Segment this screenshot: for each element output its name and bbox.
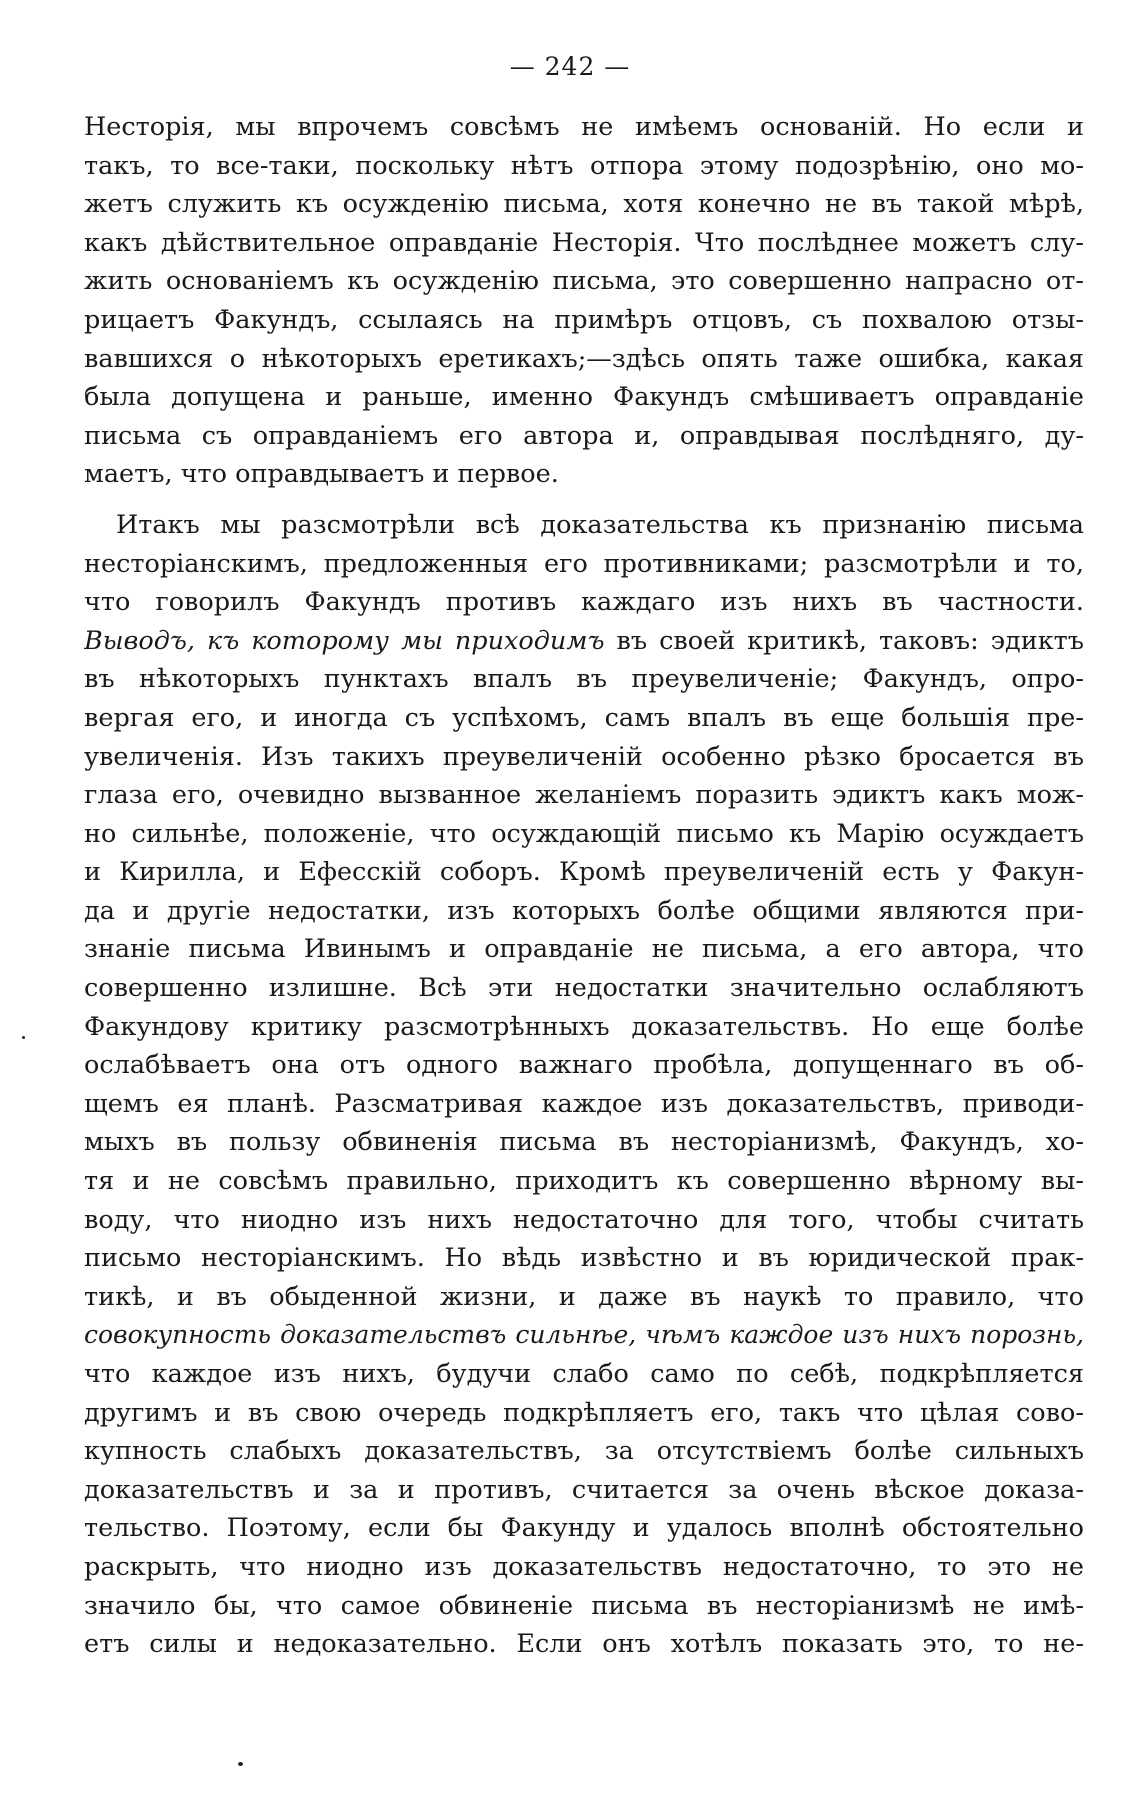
text-line: что каждое изъ нихъ, будучи слабо само по себѣ, подкрѣпляется <box>84 1359 1084 1389</box>
text-line: жетъ служить къ осужденію письма, хотя конечно не въ такой мѣрѣ, <box>84 189 1084 220</box>
text-line: щемъ ея планѣ. Разсматривая каждое изъ доказательствъ, приводи- <box>84 1088 1084 1119</box>
print-speck <box>238 1762 243 1766</box>
text-line: рицаетъ Факундъ, ссылаясь на примѣръ отцовъ, съ похвалою отзы- <box>84 304 1084 335</box>
text-line: Итакъ мы разсмотрѣли всѣ доказательства къ признанію письма <box>116 509 1084 540</box>
text-line: купность слабыхъ доказательствъ, за отсутствіемъ болѣе сильныхъ <box>84 1436 1084 1467</box>
italic-phrase: Выводъ, къ которому мы приходимъ <box>84 625 605 656</box>
text-line: письма съ оправданіемъ его автора и, оправдывая послѣдняго, ду- <box>84 420 1084 451</box>
text-line: другимъ и въ свою очередь подкрѣпляетъ его, такъ что цѣлая сово- <box>84 1397 1084 1428</box>
text-line: вергая его, и иногда съ успѣхомъ, самъ впалъ въ еще большія пре- <box>84 702 1084 733</box>
text-line: Несторія, мы впрочемъ совсѣмъ не имѣемъ основаній. Но если и <box>84 112 1084 142</box>
text-line: значило бы, что самое обвиненіе письма въ несторіанизмѣ не имѣ- <box>84 1590 1084 1621</box>
text-line: тикѣ, и въ обыденной жизни, и даже въ наукѣ то правило, что <box>84 1281 1084 1312</box>
italic-line <box>84 1316 1084 1355</box>
text-line: какъ дѣйствительное оправданіе Несторія. Что послѣднее можетъ слу- <box>84 227 1084 258</box>
text-line: раскрыть, что ниодно изъ доказательствъ недостаточно, то это не <box>84 1551 1084 1582</box>
text-line-mixed <box>84 622 1084 661</box>
text-line: несторіанскимъ, предложенныя его противниками; разсмотрѣли и то, <box>84 548 1084 579</box>
paragraph-2 <box>84 506 1084 1664</box>
print-speck <box>22 1036 25 1039</box>
text-line: етъ силы и недоказательно. Если онъ хотѣлъ показать это, то не- <box>84 1629 1084 1660</box>
page-number: — 242 — <box>509 52 631 81</box>
text-line: что говорилъ Факундъ противъ каждаго изъ нихъ въ частности. <box>84 587 1084 618</box>
text-line: воду, что ниодно изъ нихъ недостаточно для того, чтобы считать <box>84 1204 1084 1235</box>
text-line: тельство. Поэтому, если бы Факунду и удалось вполнѣ обстоятельно <box>84 1513 1084 1544</box>
italic-phrase: совокупность доказательствъ сильнѣе, чѣмъ каждое изъ нихъ порознь, <box>84 1320 1084 1350</box>
text-line: и Кирилла, и Ефесскій соборъ. Кромѣ преувеличеній есть у Факун- <box>84 857 1084 888</box>
text-line: вавшихся о нѣкоторыхъ еретикахъ;—здѣсь опять таже ошибка, какая <box>84 343 1084 374</box>
text-line: маетъ, что оправдываетъ и первое. <box>84 459 559 490</box>
text-line: но сильнѣе, положеніе, что осуждающій письмо къ Марію осуждаетъ <box>84 818 1084 849</box>
paragraph-gap <box>84 494 1084 506</box>
text-line: да и другіе недостатки, изъ которыхъ болѣе общими являются при- <box>84 895 1084 926</box>
text-line: въ нѣкоторыхъ пунктахъ впалъ въ преувеличеніе; Факундъ, опро- <box>84 664 1084 695</box>
text-line: жить основаніемъ къ осужденію письма, это совершенно напрасно от- <box>84 266 1084 297</box>
text-line: мыхъ въ пользу обвиненія письма въ несторіанизмѣ, Факундъ, хо- <box>84 1127 1084 1158</box>
text-line: увеличенія. Изъ такихъ преувеличеній особенно рѣзко бросается въ <box>84 741 1084 772</box>
text-line: Факундову критику разсмотрѣнныхъ доказательствъ. Но еще болѣе <box>84 1011 1084 1042</box>
text-line: совершенно излишне. Всѣ эти недостатки значительно ослабляютъ <box>84 973 1084 1004</box>
text-line: такъ, то все-таки, поскольку нѣтъ отпора этому подозрѣнію, оно мо- <box>84 150 1084 181</box>
text-line: глаза его, очевидно вызванное желаніемъ поразить эдиктъ какъ мож- <box>84 780 1084 811</box>
text-line: доказательствъ и за и противъ, считается за очень вѣское доказа- <box>84 1474 1084 1505</box>
body-text <box>84 108 1084 1664</box>
text-line: была допущена и раньше, именно Факундъ смѣшиваетъ оправданіе <box>84 382 1084 413</box>
text-fragment: въ своей критикѣ, таковъ: эдиктъ <box>604 625 1084 656</box>
text-line: ослабѣваетъ она отъ одного важнаго пробѣла, допущеннаго въ об- <box>84 1050 1084 1081</box>
text-line: тя и не совсѣмъ правильно, приходитъ къ совершенно вѣрному вы- <box>84 1166 1084 1197</box>
text-line: знаніе письма Ивинымъ и оправданіе не письма, а его автора, что <box>84 934 1084 965</box>
text-line: письмо несторіанскимъ. Но вѣдь извѣстно и въ юридической прак- <box>84 1243 1084 1274</box>
paragraph-1 <box>84 108 1084 494</box>
